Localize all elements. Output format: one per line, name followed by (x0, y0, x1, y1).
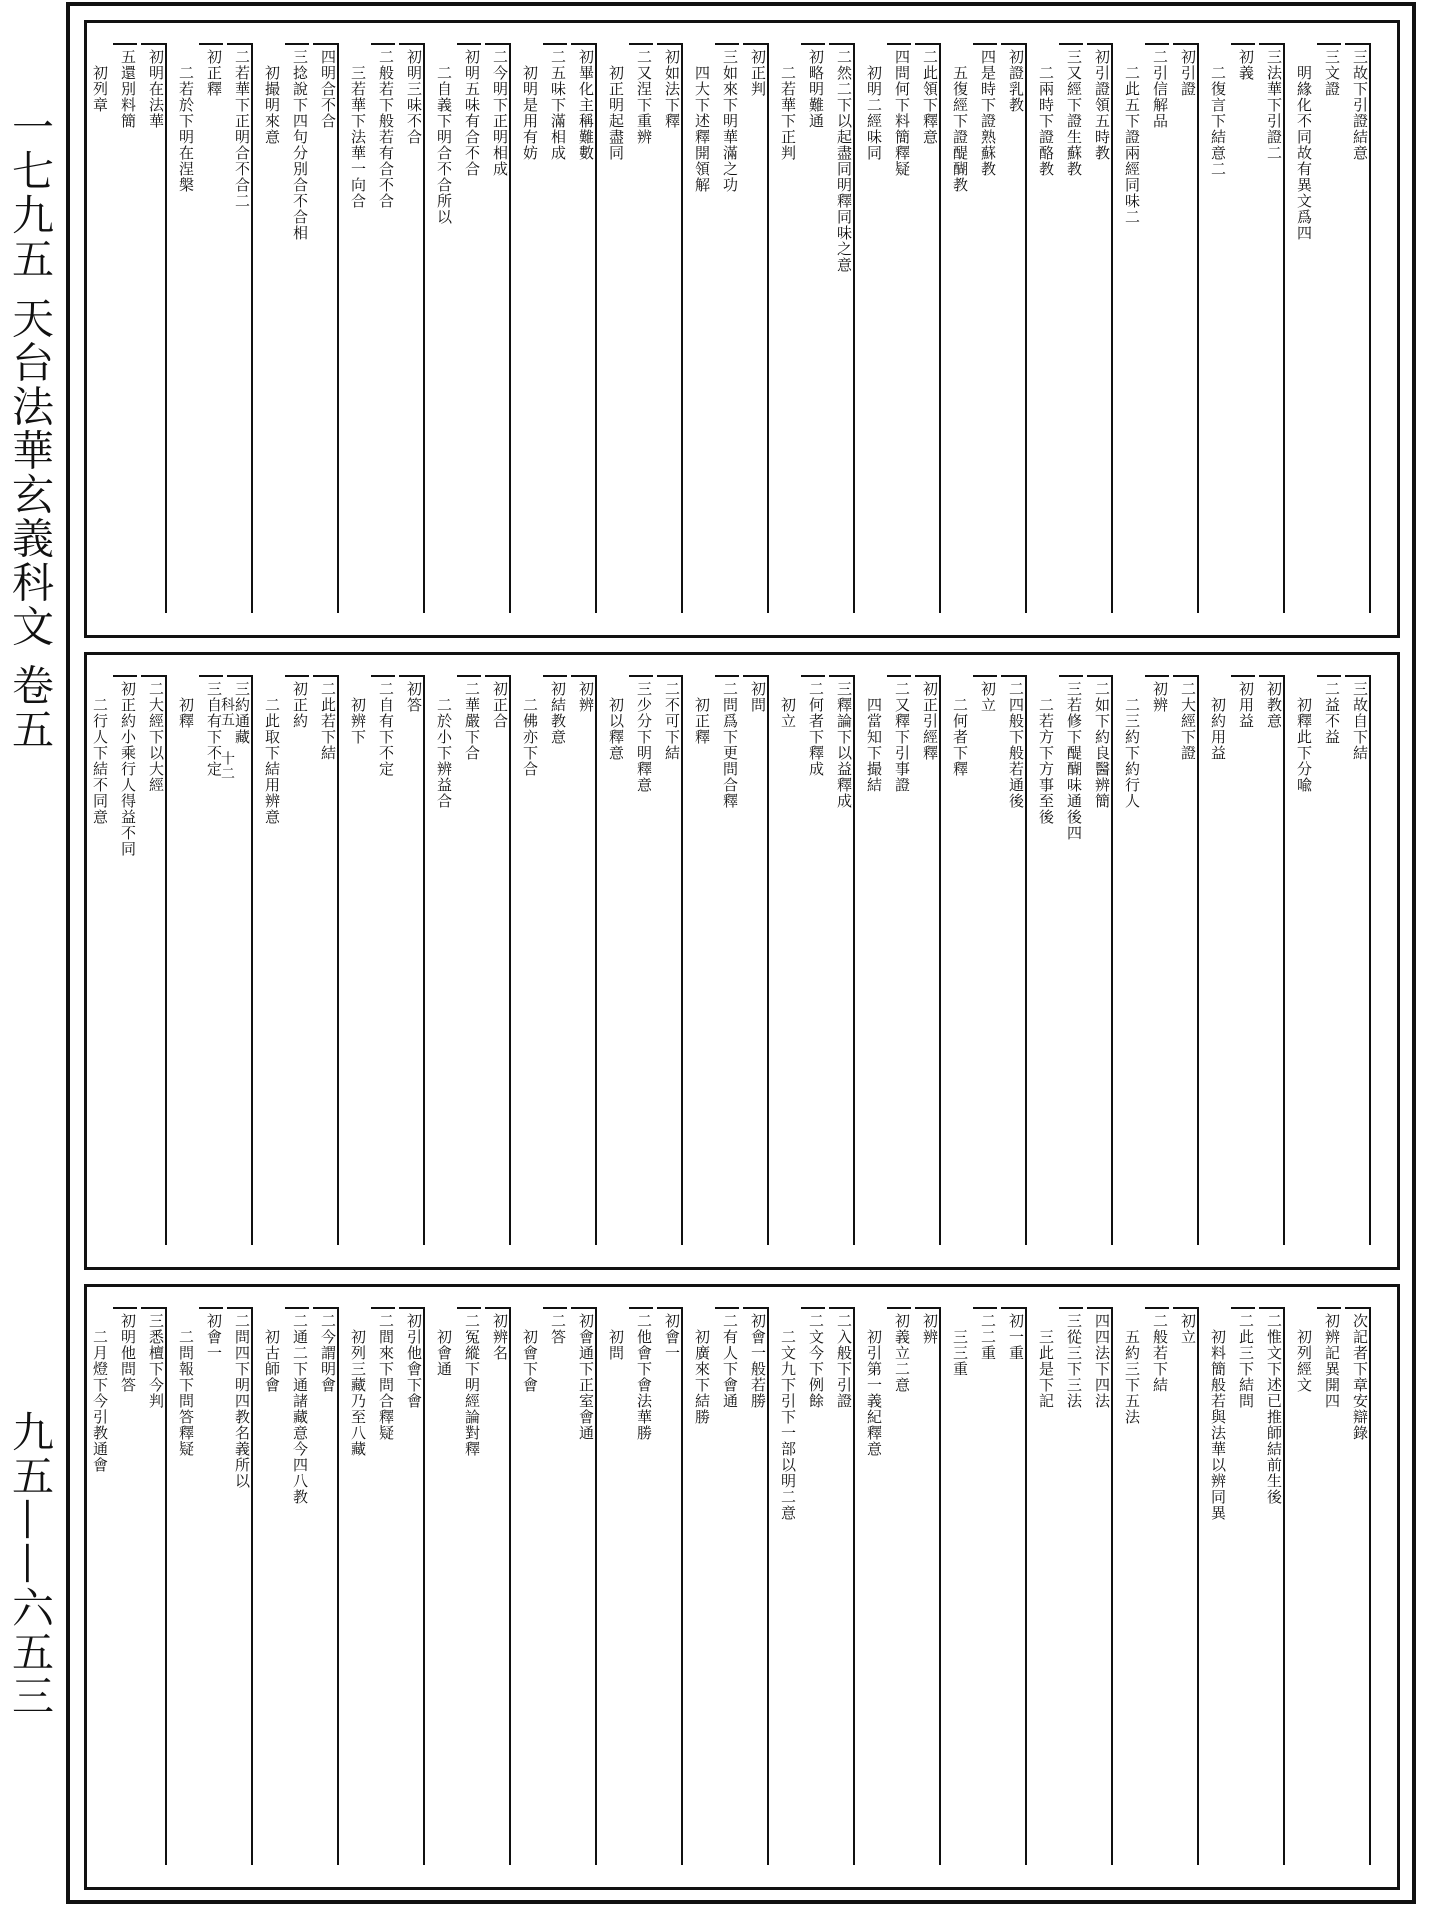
outline-entry: 初辨名 (485, 1307, 511, 1865)
outline-entry: 三三重 (951, 1329, 969, 1377)
outline-entry: 初古師會 (263, 1329, 281, 1393)
outline-entry: 二又釋下引事證 (887, 675, 911, 1245)
outline-entry: 初明在法華 (141, 43, 167, 613)
outline-entry: 二若華下正判 (779, 65, 797, 161)
outline-entry: 三約通藏 (227, 675, 253, 1245)
outline-entry: 三若修下醍醐味通後四 (1059, 675, 1083, 1245)
outline-entry: 初列三藏乃至八藏 (349, 1329, 367, 1457)
panel-columns (84, 675, 1371, 1245)
outline-entry: 二今謂明會 (313, 1307, 339, 1865)
outline-entry: 三故自下結 (1345, 675, 1371, 1245)
outline-entry: 三法華下引證二 (1259, 43, 1285, 613)
outline-entry: 初正明起盡同 (607, 65, 625, 161)
outline-entry: 三自有下不定 (199, 675, 223, 1245)
outline-entry: 二答 (543, 1307, 567, 1865)
outline-entry: 二不可下結 (657, 675, 683, 1245)
outline-entry: 初會一般若勝 (743, 1307, 769, 1865)
outline-entry: 初略明難通 (801, 43, 825, 613)
outline-entry: 二引信解品 (1145, 43, 1169, 613)
margin-running-title: 一七九五 天台法華玄義科文 卷五 (6, 105, 55, 752)
outline-entry: 二冤縱下明經論對釋 (457, 1307, 481, 1865)
outline-entry: 初明他問答 (113, 1307, 137, 1865)
outline-entry: 五復經下證醍醐教 (951, 65, 969, 193)
outline-entry: 次記者下章安辯錄 (1345, 1307, 1371, 1865)
outline-entry: 初料簡般若與法華以辨同異 (1209, 1329, 1227, 1521)
outline-entry: 四是時下證熟蘇教 (973, 43, 997, 613)
outline-entry: 初明是用有妨 (521, 65, 539, 161)
outline-entry: 二有人下會通 (715, 1307, 739, 1865)
outline-entry: 四四法下四法 (1087, 1307, 1113, 1865)
outline-entry: 二若華下正明合不合二 (227, 43, 253, 613)
outline-entry: 二此若下結 (313, 675, 339, 1245)
outline-entry: 初正釋 (693, 697, 711, 745)
outline-panel-top (84, 20, 1400, 638)
outline-entry: 二益不益 (1317, 675, 1341, 1245)
outline-entry: 初釋此下分喩 (1295, 697, 1313, 793)
outline-entry: 三故下引證結意 (1345, 43, 1371, 613)
panel-columns (84, 1307, 1371, 1865)
outline-entry: 二入般下引證 (829, 1307, 855, 1865)
outline-entry: 二四般下般若通後 (1001, 675, 1027, 1245)
outline-entry: 初會一 (199, 1307, 223, 1865)
outline-entry: 二復言下結意二 (1209, 65, 1227, 177)
outline-entry: 初廣來下結勝 (693, 1329, 711, 1425)
outline-entry: 二大經下證 (1173, 675, 1199, 1245)
outline-entry: 初會下會 (521, 1329, 539, 1393)
outline-entry: 二自義下明合不合所以 (435, 65, 453, 225)
outline-entry: 初問 (743, 675, 769, 1245)
outline-entry: 初正約小乘行人得益不同 (113, 675, 137, 1245)
outline-entry: 二如下約良醫辨簡 (1087, 675, 1113, 1245)
margin-page-number: 九五——六五三 (6, 1410, 55, 1718)
outline-entry: 二文九下引下一部以明二意 (779, 1329, 797, 1521)
outline-entry: 初正判 (743, 43, 769, 613)
outline-panel-middle (84, 652, 1400, 1270)
outline-entry: 初辨下 (349, 697, 367, 745)
outline-entry: 初立 (1173, 1307, 1199, 1865)
outline-entry: 初辨記異開四 (1317, 1307, 1341, 1865)
side-mark: 十二 (219, 751, 235, 781)
outline-entry: 三如來下明華滿之功 (715, 43, 739, 613)
outline-entry: 初一重 (1001, 1307, 1027, 1865)
outline-entry: 四當知下撮結 (865, 697, 883, 793)
outline-entry: 初答 (399, 675, 425, 1245)
outline-entry: 二此三下結問 (1231, 1307, 1255, 1865)
outline-entry: 二此五下證兩經同味二 (1123, 65, 1141, 225)
outline-entry: 二他會下會法華勝 (629, 1307, 653, 1865)
outline-entry: 初畢化主稱難數 (571, 43, 597, 613)
panel-columns (84, 43, 1371, 613)
outline-entry: 二惟文下述已推師結前生後 (1259, 1307, 1285, 1865)
outline-entry: 初列經文 (1295, 1329, 1313, 1393)
outline-entry: 二若方下方事至後 (1037, 697, 1055, 825)
outline-entry: 初以釋意 (607, 697, 625, 761)
outline-entry: 二何者下釋成 (801, 675, 825, 1245)
outline-entry: 初引證領五時教 (1087, 43, 1113, 613)
outline-entry: 初辨 (1145, 675, 1169, 1245)
outline-entry: 初明三味不合 (399, 43, 425, 613)
outline-entry: 初用益 (1231, 675, 1255, 1245)
outline-entry: 初會一 (657, 1307, 683, 1865)
outline-entry: 二五味下滿相成 (543, 43, 567, 613)
outline-entry: 三若華下法華一向合 (349, 65, 367, 209)
outline-entry: 初正約 (285, 675, 309, 1245)
outline-entry: 初約用益 (1209, 697, 1227, 761)
outline-entry: 初引第一義紀釋意 (865, 1329, 883, 1457)
outline-entry: 二又涅下重辨 (629, 43, 653, 613)
outline-entry: 初引他會下會 (399, 1307, 425, 1865)
outline-entry: 四明合不合 (313, 43, 339, 613)
outline-entry: 初列章 (91, 65, 109, 113)
outline-entry: 四問何下料簡釋疑 (887, 43, 911, 613)
outline-entry: 二佛亦下合 (521, 697, 539, 777)
outline-entry: 二三約下約行人 (1123, 697, 1141, 809)
outline-entry: 二行人下結不同意 (91, 697, 109, 825)
outline-entry: 二間來下問合釋疑 (371, 1307, 395, 1865)
outline-entry: 二若於下明在涅槃 (177, 65, 195, 193)
outline-entry: 二問四下明四教名義所以 (227, 1307, 253, 1865)
outline-entry: 二今明下正明相成 (485, 43, 511, 613)
outline-entry: 初正釋 (199, 43, 223, 613)
outline-entry: 初立 (973, 675, 997, 1245)
outline-entry: 二文今下例餘 (801, 1307, 825, 1865)
outline-entry: 四大下述釋開領解 (693, 65, 711, 193)
outline-entry: 二華嚴下合 (457, 675, 481, 1245)
outline-entry: 初辨 (915, 1307, 941, 1865)
outline-entry: 初證乳教 (1001, 43, 1027, 613)
outline-entry: 初明五味有合不合 (457, 43, 481, 613)
outline-entry: 明緣化不同故有異文爲四 (1295, 65, 1313, 241)
outline-entry: 初如法下釋 (657, 43, 683, 613)
outline-entry: 初教意 (1259, 675, 1285, 1245)
outline-entry: 二此領下釋意 (915, 43, 941, 613)
outline-entry: 初明二經味同 (865, 65, 883, 161)
outline-entry: 二般若下般若有合不合 (371, 43, 395, 613)
outline-entry: 二月燈下今引教通會 (91, 1329, 109, 1473)
outline-entry: 初會通 (435, 1329, 453, 1377)
outline-entry: 初義立二意 (887, 1307, 911, 1865)
outline-entry: 初引證 (1173, 43, 1199, 613)
outline-entry: 初釋 (177, 697, 195, 729)
outline-entry: 初問 (607, 1329, 625, 1361)
outline-entry: 初撮明來意 (263, 65, 281, 145)
outline-entry: 三少分下明釋意 (629, 675, 653, 1245)
outline-entry: 二二重 (973, 1307, 997, 1865)
outline-entry: 三又經下證生蘇教 (1059, 43, 1083, 613)
outline-entry: 三文證 (1317, 43, 1341, 613)
side-mark: 科五 (219, 697, 235, 727)
outline-entry: 二般若下結 (1145, 1307, 1169, 1865)
outline-entry: 初正合 (485, 675, 511, 1245)
outline-entry: 二此取下結用辨意 (263, 697, 281, 825)
outline-entry: 初會通下正室會通 (571, 1307, 597, 1865)
outline-entry: 初正引經釋 (915, 675, 941, 1245)
outline-entry: 初辨 (571, 675, 597, 1245)
outline-entry: 三悉檀下今判 (141, 1307, 167, 1865)
outline-panel-bottom (84, 1284, 1400, 1890)
outline-entry: 二大經下以大經 (141, 675, 167, 1245)
outline-entry: 二兩時下證酪教 (1037, 65, 1055, 177)
outline-entry: 三此是下記 (1037, 1329, 1055, 1409)
outline-entry: 二問報下問答釋疑 (177, 1329, 195, 1457)
outline-entry: 二何者下釋 (951, 697, 969, 777)
outline-entry: 三捻說下四句分別合不合相 (285, 43, 309, 613)
outline-entry: 初結教意 (543, 675, 567, 1245)
outline-entry: 五約三下五法 (1123, 1329, 1141, 1425)
outline-entry: 二自有下不定 (371, 675, 395, 1245)
outline-entry: 二於小下辨益合 (435, 697, 453, 809)
outline-entry: 五還別料簡 (113, 43, 137, 613)
outline-entry: 二問爲下更問合釋 (715, 675, 739, 1245)
outline-entry: 初義 (1231, 43, 1255, 613)
outline-entry: 初立 (779, 697, 797, 729)
outline-entry: 二然二下以起盡同明釋同味之意 (829, 43, 855, 613)
outline-entry: 二通二下通諸藏意今四八教 (285, 1307, 309, 1865)
outline-entry: 三從三下三法 (1059, 1307, 1083, 1865)
outline-entry: 三釋論下以益釋成 (829, 675, 855, 1245)
